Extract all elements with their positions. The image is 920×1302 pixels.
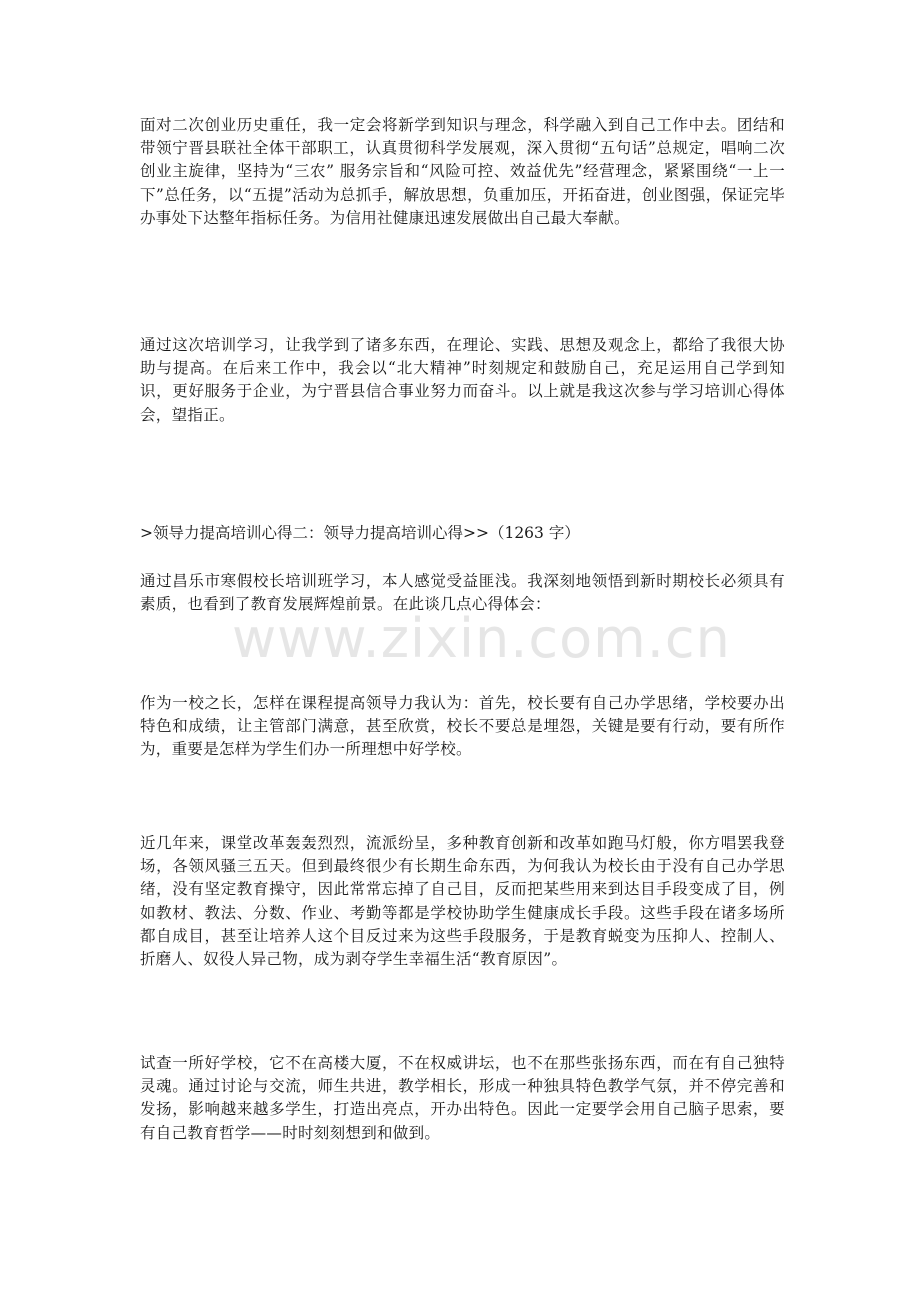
paragraph-3: 通过昌乐市寒假校长培训班学习，本人感觉受益匪浅。我深刻地领悟到新时期校长必须具有素质，也看到了教育发展辉煌前景。在此谈几点心得体会： <box>140 572 785 614</box>
watermark-text: www.zixin.com.cn <box>232 607 731 670</box>
paragraph-6: 试查一所好学校，它不在高楼大厦，不在权威讲坛，也不在那些张扬东西，而在有自己独特灵魂。通过讨论与交流，师生共进，教学相长，形成一种独具特色教学气氛，并不停完善和发扬，影响越来越多学生，打造出亮点，开办出特色。因此一定要学会用自己脑子思索，要有自己教育哲学——时时刻刻想到和做到。 <box>140 1054 785 1142</box>
paragraph-1: 面对二次创业历史重任，我一定会将新学到知识与理念，科学融入到自己工作中去。团结和带领宁晋县联社全体干部职工，认真贯彻科学发展观，深入贯彻“五句话”总规定，唱响二次创业主旋律，坚持为“三农” 服务宗旨和“风险可控、效益优先”经营理念，紧紧围绕“一上一下”总任务，以“五提”活动为总抓手，解放思想，负重加压，开拓奋进，创业图强，保证完毕办事处下达整年指标任务。为信用社健康迅速发展做出自己最大奉献。 <box>140 116 785 227</box>
section-heading: >领导力提高培训心得二：领导力提高培训心得>>（1263 字） <box>140 524 580 542</box>
paragraph-5: 近几年来，课堂改革轰轰烈烈，流派纷呈，多种教育创新和改革如跑马灯般，你方唱罢我登场，各领风骚三五天。但到最终很少有长期生命东西，为何我认为校长由于没有自己办学思绪，没有坚定教育操守，因此常常忘掉了自己目，反而把某些用来到达目手段变成了目，例如教材、教法、分数、作业、考勤等都是学校协助学生健康成长手段。这些手段在诸多场所都自成目，甚至让培养人这个目反过来为这些手段服务，于是教育蜕变为压抑人、控制人、折磨人、奴役人异己物，成为剥夺学生幸福生活“教育原因”。 <box>140 834 785 969</box>
paragraph-2: 通过这次培训学习，让我学到了诸多东西，在理论、实践、思想及观念上，都给了我很大协助与提高。在后来工作中，我会以“北大精神”时刻规定和鼓励自己，充足运用自己学到知识，更好服务于企业，为宁晋县信合事业努力而奋斗。以上就是我这次参与学习培训心得体会，望指正。 <box>140 336 785 424</box>
paragraph-4: 作为一校之长，怎样在课程提高领导力我认为：首先，校长要有自己办学思绪，学校要办出特色和成绩，让主管部门满意，甚至欣赏，校长不要总是埋怨，关键是要有行动，要有所作为，重要是怎样为学生们办一所理想中好学校。 <box>140 694 785 759</box>
